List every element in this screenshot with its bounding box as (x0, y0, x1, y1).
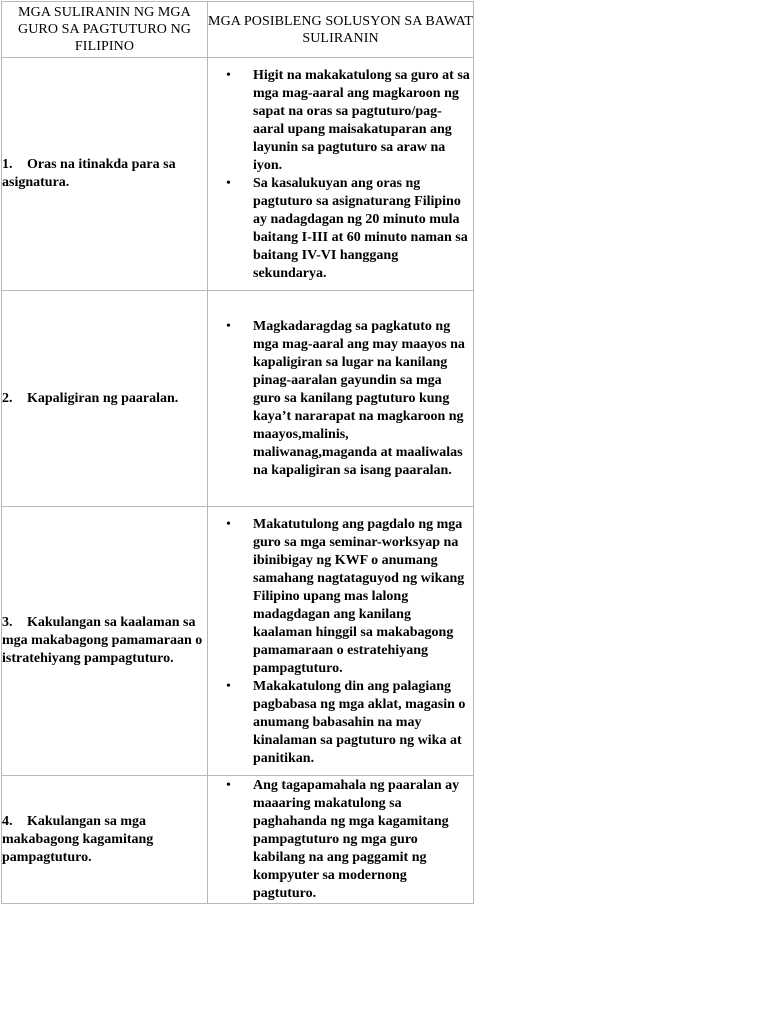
bullet-icon: • (226, 516, 231, 532)
solutions-cell (208, 58, 474, 291)
solution-text: Makakatulong din ang palagiang pagbabasa ng mga aklat, magasin o anumang babasahin na may kinalaman sa pagtuturo ng wika at panitikan. (253, 678, 466, 766)
list-item (208, 318, 473, 480)
table-row (2, 776, 474, 904)
solutions-list (208, 318, 473, 480)
solution-text: Higit na makakatulong sa guro at sa mga mag-aaral ang magkaroon ng sapat na oras sa pagtuturo/pag-aaral upang maisakatuparan ang layunin sa pagtuturo sa araw na iyon. (253, 68, 470, 173)
solutions-cell (208, 291, 474, 507)
problem-cell (2, 58, 208, 291)
problem-number: 4. (2, 813, 13, 829)
solution-text: Sa kasalukuyan ang oras ng pagtuturo sa asignaturang Filipino ay nadagdagan ng 20 minuto mula baitang I-III at 60 minuto naman sa baitang IV-VI hanggang sekundarya. (253, 176, 468, 281)
problem-cell (2, 291, 208, 507)
bullet-icon: • (226, 319, 231, 334)
problem-text: Kapaligiran ng paaralan. (27, 390, 179, 406)
list-item (208, 516, 473, 678)
problem-cell (2, 507, 208, 776)
table-row (2, 291, 474, 507)
header-problems: MGA SULIRANIN NG MGA GURO SA PAGTUTURO NG FILIPINO (2, 2, 208, 58)
bullet-icon: • (226, 778, 231, 793)
solutions-cell (208, 507, 474, 776)
problem-text: Kakulangan sa kaalaman sa mga makabagong pamamaraan o istratehiyang pampagtuturo. (2, 615, 203, 666)
solutions-list (208, 67, 473, 283)
problems-solutions-table (1, 1, 474, 904)
problem-cell (2, 776, 208, 904)
problem-number: 3. (2, 615, 13, 630)
solution-text: Makatutulong ang pagdalo ng mga guro sa mga seminar-worksyap na ibinibigay ng KWF o anumang samahang nagtataguyod ng wikang Filipino upang mas lalong madagdagan ang kanilang kaalaman hinggil sa makabagong pamamaraan o estratehiyang pampagtuturo. (253, 516, 465, 676)
list-item (208, 777, 473, 903)
header-solutions: MGA POSIBLENG SOLUSYON SA BAWAT SULIRANIN (208, 2, 474, 58)
solutions-list (208, 777, 473, 903)
problem-number: 2. (2, 390, 13, 406)
solution-text: Magkadaragdag sa pagkatuto ng mga mag-aaral ang may maayos na kapaligiran sa lugar na kanilang pinag-aaralan gayundin sa mga guro sa kanilang pagtuturo kung kaya’t nararapat na magkaroon ng maayos,malinis, maliwanag,maganda at maaliwalas na kapaligiran sa isang paaralan. (253, 319, 465, 478)
bullet-icon: • (226, 176, 231, 191)
list-item (208, 175, 473, 283)
bullet-icon: • (226, 678, 231, 694)
solutions-list (208, 516, 473, 768)
problem-text: Oras na itinakda para sa asignatura. (2, 157, 176, 190)
bullet-icon: • (226, 68, 231, 83)
solution-text: Ang tagapamahala ng paaralan ay maaaring makatulong sa paghahanda ng mga kagamitang pampagtuturo ng mga guro kabilang na ang paggamit ng kompyuter sa modernong pagtuturo. (253, 778, 460, 901)
problem-text: Kakulangan sa mga makabagong kagamitang pampagtuturo. (2, 813, 154, 865)
problem-number: 1. (2, 157, 13, 172)
list-item (208, 678, 473, 768)
solutions-cell (208, 776, 474, 904)
table-row (2, 58, 474, 291)
table-row (2, 507, 474, 776)
list-item (208, 67, 473, 175)
table-header-row (2, 2, 474, 58)
